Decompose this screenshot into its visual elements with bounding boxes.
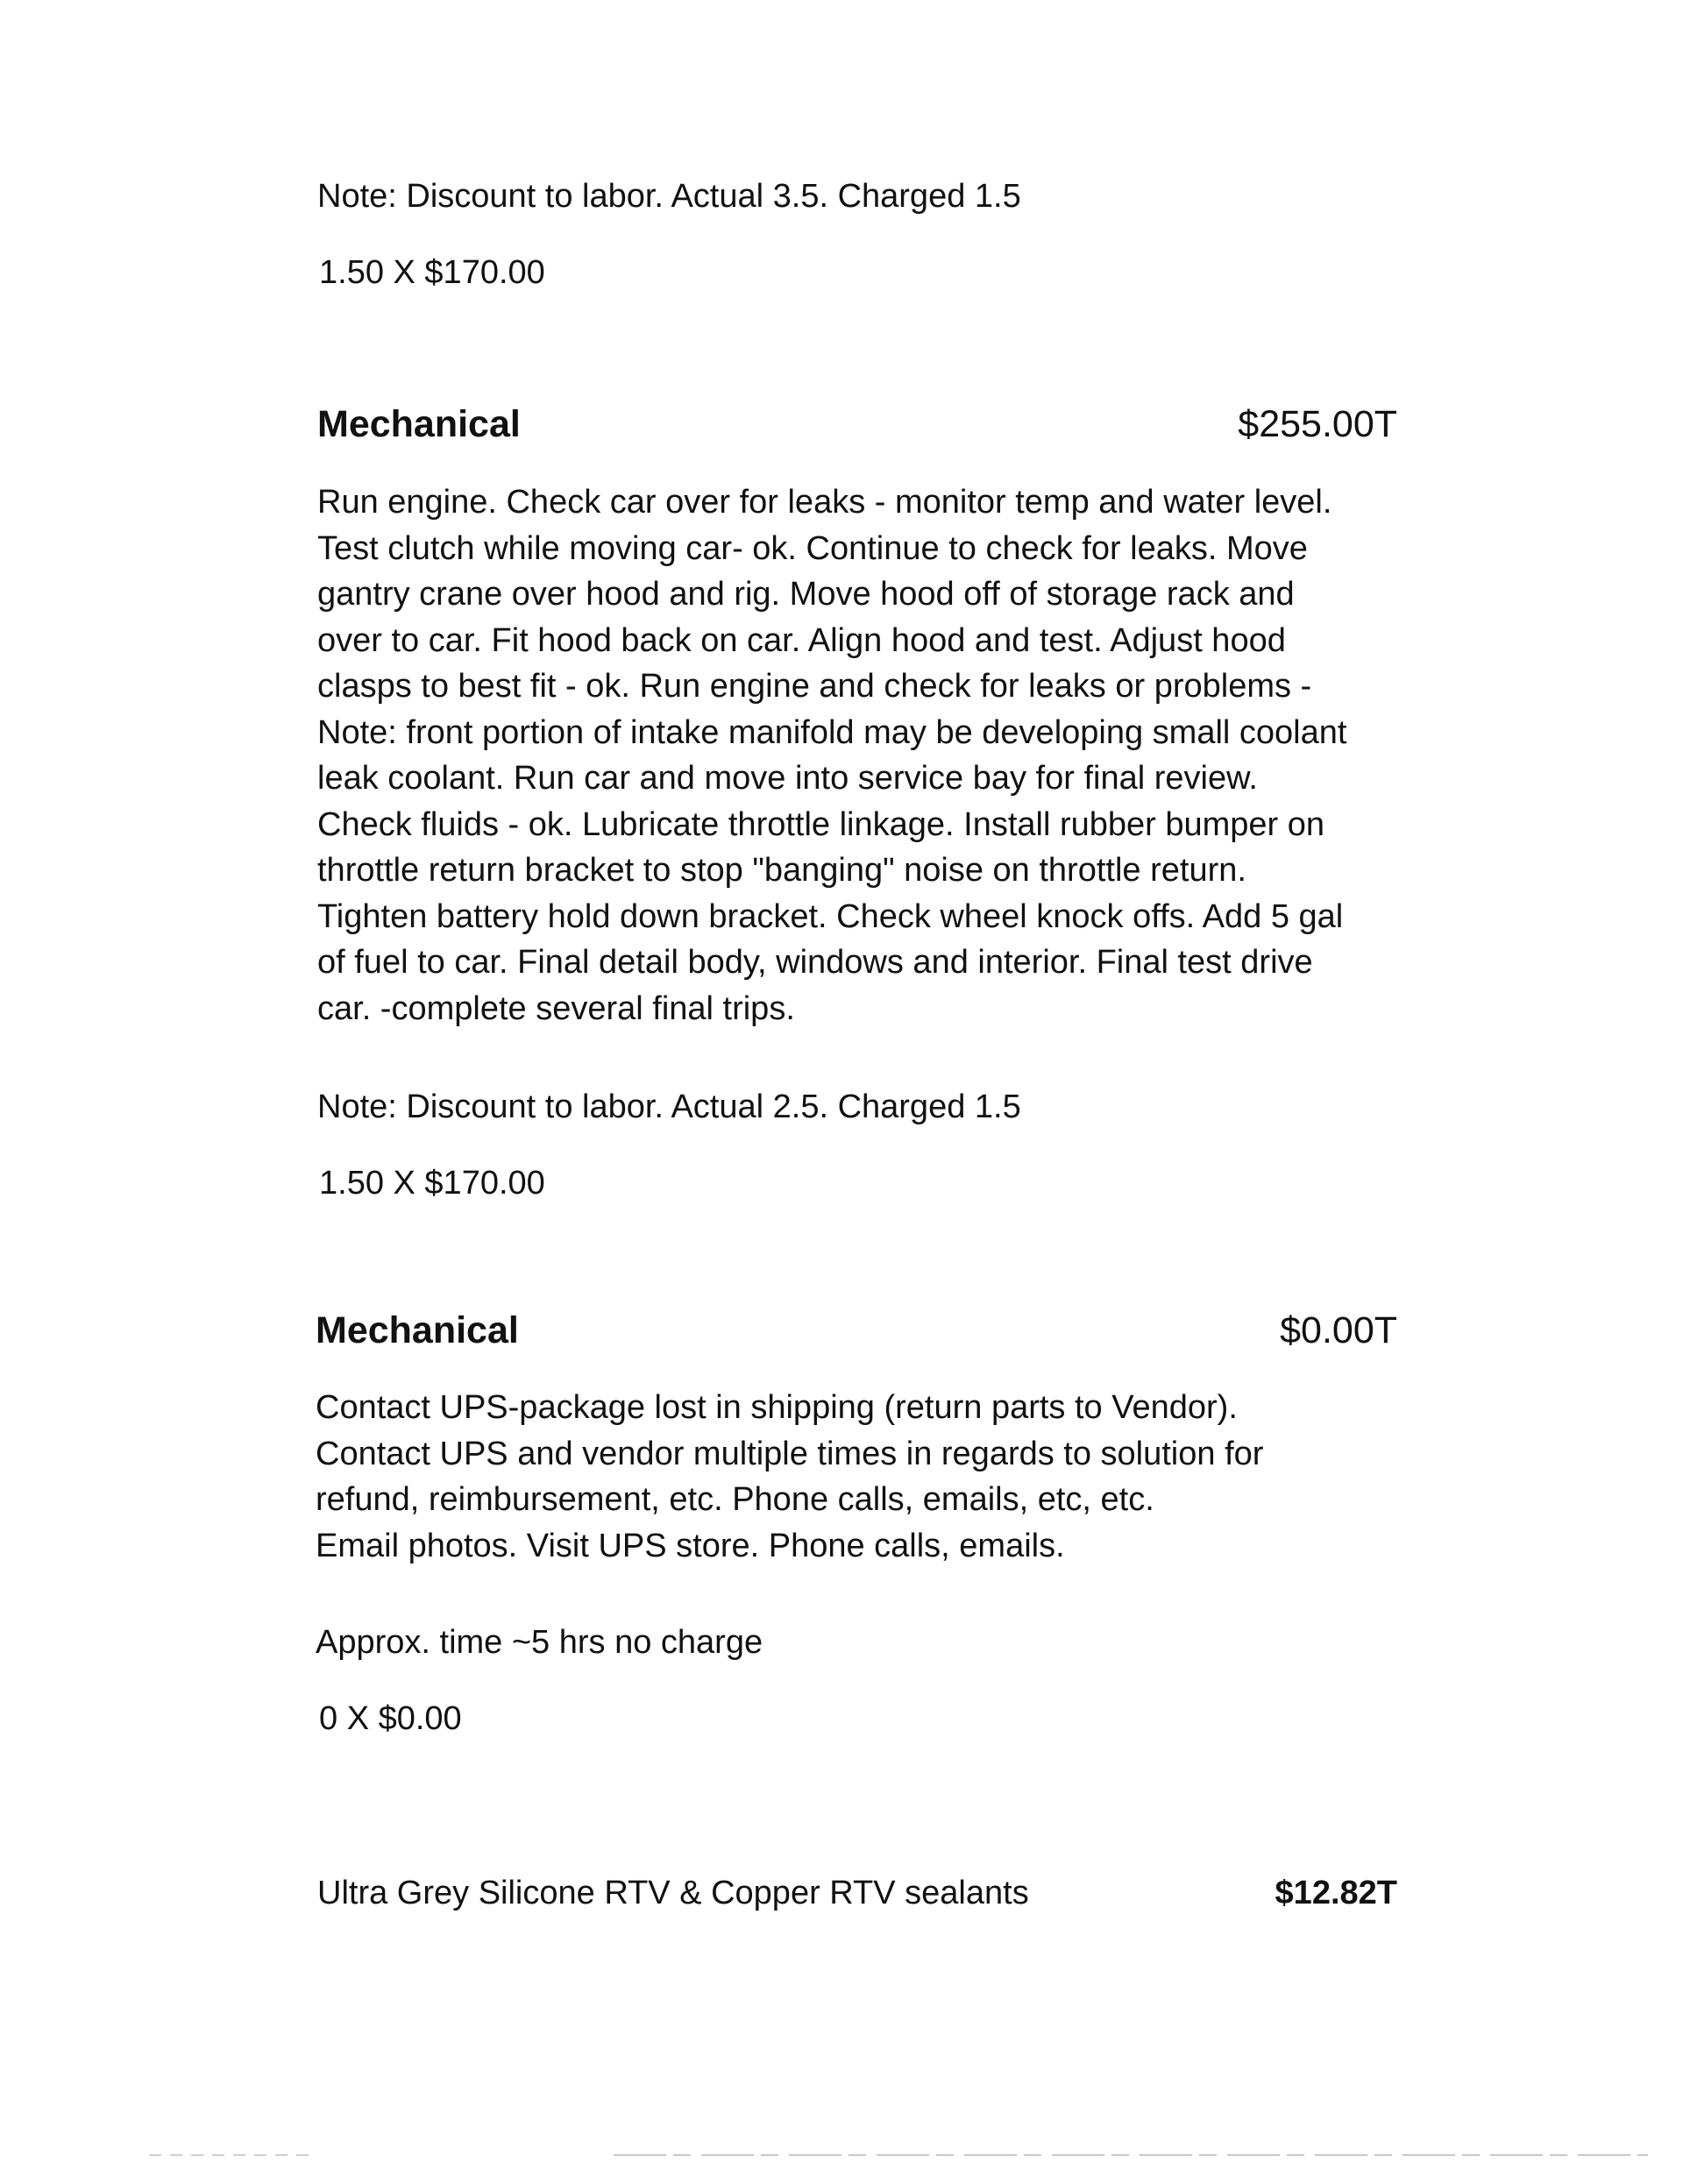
- labor-rate: 1.50 X $170.00: [319, 1165, 545, 1202]
- description-line: Tighten battery hold down bracket. Check wheel knock offs. Add 5 gal: [317, 897, 1344, 935]
- description-line: clasps to best fit - ok. Run engine and check for leaks or problems -: [317, 668, 1312, 705]
- part-amount: $12.82T: [1275, 1875, 1397, 1911]
- labor-note: Note: Discount to labor. Actual 3.5. Charged 1.5: [317, 178, 1021, 215]
- scan-edge-artifact: [0, 2152, 1683, 2158]
- description-line: over to car. Fit hood back on car. Align hood and test. Adjust hood: [317, 621, 1286, 659]
- section-title: Mechanical: [316, 1309, 519, 1351]
- section-description: [316, 1385, 1455, 1569]
- description-line: Run engine. Check car over for leaks - monitor temp and water level.: [317, 484, 1332, 521]
- description-line: of fuel to car. Final detail body, windows and interior. Final test drive: [317, 944, 1313, 981]
- labor-note: Note: Discount to labor. Actual 2.5. Charged 1.5: [317, 1088, 1021, 1125]
- section-description: [317, 479, 1457, 1032]
- description-line: gantry crane over hood and rig. Move hood off of storage rack and: [317, 576, 1295, 613]
- description-line: Test clutch while moving car- ok. Continue to check for leaks. Move: [317, 529, 1308, 567]
- description-line: Check fluids - ok. Lubricate throttle linkage. Install rubber bumper on: [317, 805, 1325, 843]
- description-line: Note: front portion of intake manifold may be developing small coolant: [317, 713, 1347, 751]
- description-line: Email photos. Visit UPS store. Phone calls, emails.: [316, 1527, 1065, 1564]
- section-amount: $0.00T: [1280, 1309, 1397, 1351]
- description-line: throttle return bracket to stop "banging" noise on throttle return.: [317, 852, 1246, 889]
- labor-rate: 1.50 X $170.00: [319, 254, 545, 291]
- labor-rate: 0 X $0.00: [319, 1700, 462, 1737]
- part-description: Ultra Grey Silicone RTV & Copper RTV sealants: [317, 1875, 1029, 1911]
- section-amount: $255.00T: [1238, 403, 1397, 445]
- description-line: leak coolant. Run car and move into service bay for final review.: [317, 760, 1258, 797]
- description-line: Contact UPS and vendor multiple times in regards to solution for: [316, 1435, 1264, 1472]
- labor-note: Approx. time ~5 hrs no charge: [316, 1624, 763, 1661]
- description-line: refund, reimbursement, etc. Phone calls, emails, etc, etc.: [316, 1481, 1154, 1518]
- description-line: car. -complete several final trips.: [317, 989, 795, 1027]
- description-line: Contact UPS-package lost in shipping (return parts to Vendor).: [316, 1389, 1238, 1426]
- section-title: Mechanical: [317, 403, 521, 445]
